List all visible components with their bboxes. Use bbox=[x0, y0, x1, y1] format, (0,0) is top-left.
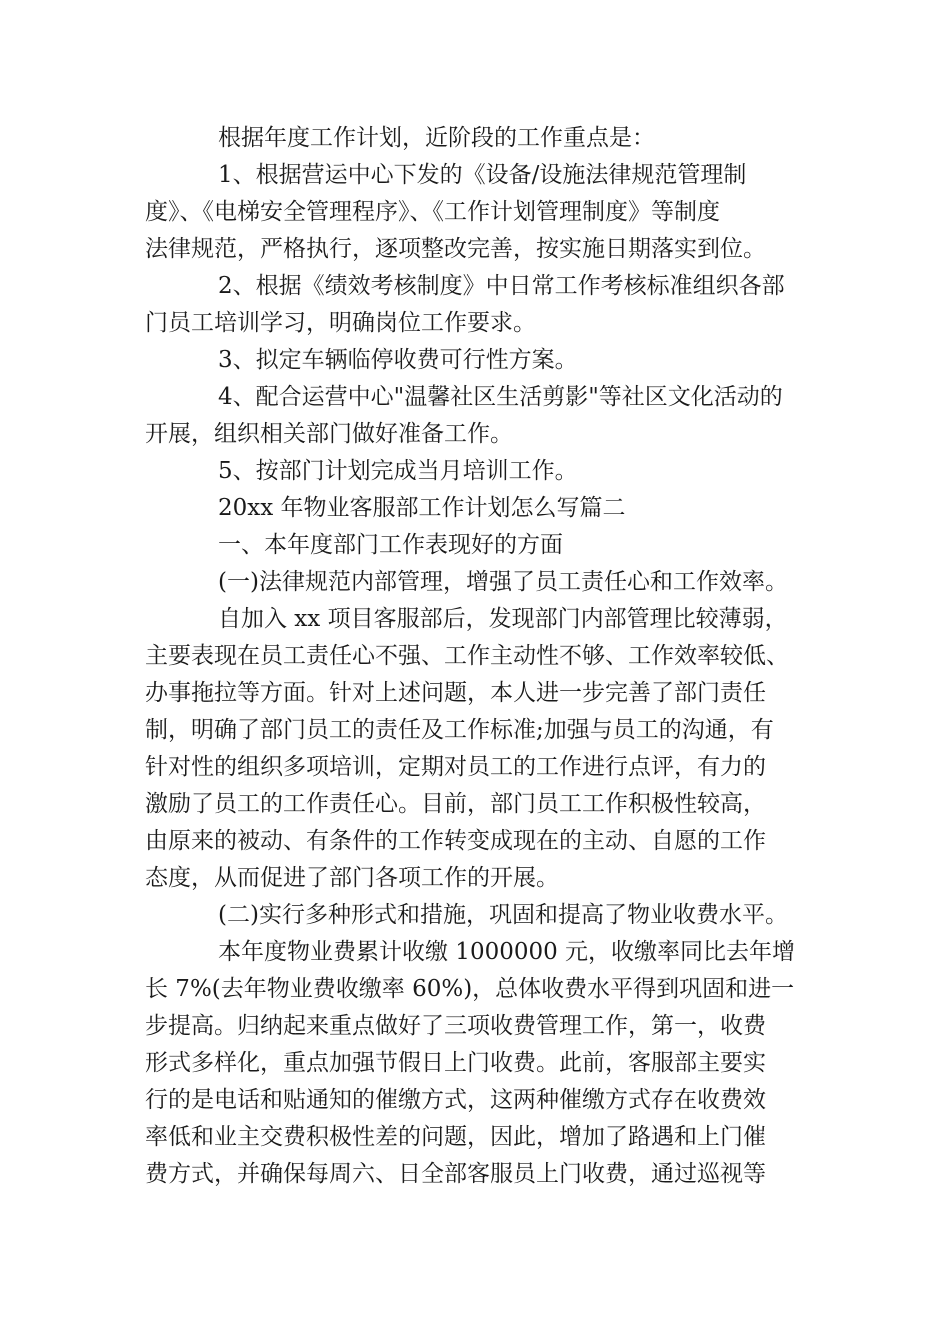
text-line: 制，明确了部门员工的责任及工作标准;加强与员工的沟通，有 bbox=[145, 717, 774, 743]
text-line: 4、配合运营中心"温馨社区生活剪影"等社区文化活动的 bbox=[218, 384, 783, 410]
text-line: 门员工培训学习，明确岗位工作要求。 bbox=[145, 310, 536, 336]
text-line: 态度，从而促进了部门各项工作的开展。 bbox=[145, 865, 559, 891]
text-line: 行的是电话和贴通知的催缴方式，这两种催缴方式存在收费效 bbox=[145, 1087, 766, 1113]
text-line: 5、按部门计划完成当月培训工作。 bbox=[218, 458, 578, 484]
text-line: 2、根据《绩效考核制度》中日常工作考核标准组织各部 bbox=[218, 273, 785, 299]
text-line: 长 7%(去年物业费收缴率 60%)，总体收费水平得到巩固和进一 bbox=[145, 976, 795, 1002]
text-line: 主要表现在员工责任心不强、工作主动性不够、工作效率较低、 bbox=[145, 643, 789, 669]
text-line: 费方式，并确保每周六、日全部客服员上门收费，通过巡视等 bbox=[145, 1161, 766, 1187]
text-line: 开展，组织相关部门做好准备工作。 bbox=[145, 421, 513, 447]
text-line: 由原来的被动、有条件的工作转变成现在的主动、自愿的工作 bbox=[145, 828, 766, 854]
text-line: 度》、《电梯安全管理程序》、《工作计划管理制度》等制度 bbox=[145, 199, 720, 225]
section-heading: 20xx 年物业客服部工作计划怎么写篇二 bbox=[218, 495, 626, 521]
text-line: 办事拖拉等方面。针对上述问题，本人进一步完善了部门责任 bbox=[145, 680, 766, 706]
text-line: 3、拟定车辆临停收费可行性方案。 bbox=[218, 347, 578, 373]
section-heading: 一、本年度部门工作表现好的方面 bbox=[218, 532, 563, 558]
subsection-heading: (二)实行多种形式和措施，巩固和提高了物业收费水平。 bbox=[218, 902, 788, 928]
text-line: 激励了员工的工作责任心。目前，部门员工工作积极性较高， bbox=[145, 791, 766, 817]
text-line: 步提高。归纳起来重点做好了三项收费管理工作，第一，收费 bbox=[145, 1013, 766, 1039]
text-line: 针对性的组织多项培训，定期对员工的工作进行点评，有力的 bbox=[145, 754, 766, 780]
text-line: 自加入 xx 项目客服部后，发现部门内部管理比较薄弱， bbox=[218, 606, 788, 632]
subsection-heading: (一)法律规范内部管理，增强了员工责任心和工作效率。 bbox=[218, 569, 788, 595]
text-line: 法律规范，严格执行，逐项整改完善，按实施日期落实到位。 bbox=[145, 236, 766, 262]
text-line: 根据年度工作计划，近阶段的工作重点是： bbox=[218, 125, 655, 151]
text-line: 本年度物业费累计收缴 1000000 元，收缴率同比去年增 bbox=[218, 939, 796, 965]
text-line: 1、根据营运中心下发的《设备/设施法律规范管理制 bbox=[218, 162, 747, 188]
text-line: 形式多样化，重点加强节假日上门收费。此前，客服部主要实 bbox=[145, 1050, 766, 1076]
text-line: 率低和业主交费积极性差的问题，因此，增加了路遇和上门催 bbox=[145, 1124, 766, 1150]
